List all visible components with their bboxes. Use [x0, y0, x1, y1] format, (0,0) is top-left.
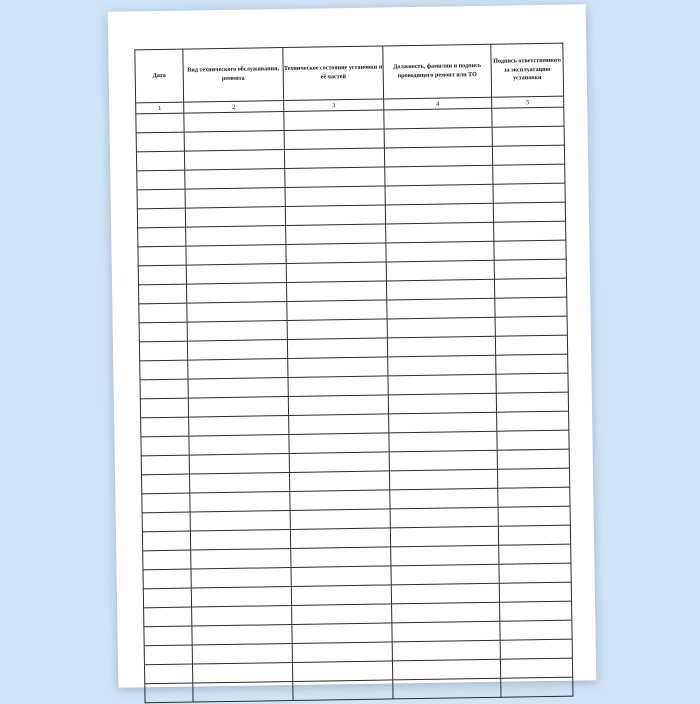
table-cell[interactable]	[140, 360, 188, 380]
table-cell[interactable]	[187, 283, 287, 304]
table-cell[interactable]	[136, 132, 184, 152]
table-cell[interactable]	[291, 585, 391, 606]
table-cell[interactable]	[142, 493, 190, 513]
table-cell[interactable]	[293, 680, 393, 701]
table-cell[interactable]	[188, 359, 288, 380]
table-cell[interactable]	[498, 525, 570, 545]
table-cell[interactable]	[389, 431, 497, 452]
table-cell[interactable]	[138, 227, 186, 247]
table-cell[interactable]	[141, 474, 189, 494]
table-cell[interactable]	[139, 284, 187, 304]
table-cell[interactable]	[137, 208, 185, 228]
table-cell[interactable]	[388, 355, 496, 376]
header-cell-maintenance-type: Вид технического обслуживания, ремонта	[183, 48, 284, 103]
table-cell[interactable]	[497, 468, 569, 488]
table-cell[interactable]	[144, 664, 192, 684]
table-cell[interactable]	[390, 526, 498, 547]
header-cell-date: Дата	[135, 49, 184, 103]
table-cell[interactable]	[392, 640, 500, 661]
table-cell[interactable]	[391, 583, 499, 604]
table-cell[interactable]	[292, 642, 392, 663]
table-cell[interactable]	[186, 245, 286, 266]
header-cell-responsible-signature: Подпись ответственного за эксплуатацию установки	[491, 43, 564, 97]
table-cell[interactable]	[190, 510, 290, 531]
table-cell[interactable]	[190, 491, 290, 512]
table-cell[interactable]	[190, 529, 290, 550]
table-cell[interactable]	[144, 607, 192, 627]
table-cell[interactable]	[495, 297, 567, 317]
table-cell[interactable]	[501, 677, 573, 697]
table-cell[interactable]	[494, 278, 566, 298]
table-cell[interactable]	[388, 393, 496, 414]
table-cell[interactable]	[143, 588, 191, 608]
table-cell[interactable]	[286, 281, 386, 302]
table-cell[interactable]	[390, 488, 498, 509]
table-cell[interactable]	[496, 354, 568, 374]
table-header	[135, 43, 564, 114]
table-cell[interactable]	[186, 226, 286, 247]
table-cell[interactable]	[139, 303, 187, 323]
table-cell[interactable]	[189, 472, 289, 493]
column-number-3: 3	[284, 99, 384, 112]
table-cell[interactable]	[498, 506, 570, 526]
column-number-4: 4	[384, 97, 492, 110]
table-cell[interactable]	[193, 681, 293, 702]
table-cell[interactable]	[289, 471, 389, 492]
table-cell[interactable]	[499, 582, 571, 602]
table-cell[interactable]	[492, 107, 564, 127]
maintenance-log-table	[134, 43, 573, 704]
table-cell[interactable]	[389, 450, 497, 471]
table-cell[interactable]	[189, 453, 289, 474]
table-cell[interactable]	[188, 378, 288, 399]
table-cell[interactable]	[188, 397, 288, 418]
table-cell[interactable]	[284, 148, 384, 169]
table-cell[interactable]	[140, 379, 188, 399]
document-page	[108, 4, 597, 687]
table-cell[interactable]	[191, 586, 291, 607]
table-cell[interactable]	[285, 186, 385, 207]
table-cell[interactable]	[498, 487, 570, 507]
table-cell[interactable]	[387, 317, 495, 338]
table-cell[interactable]	[286, 262, 386, 283]
column-number-1: 1	[136, 102, 184, 114]
table-cell[interactable]	[388, 374, 496, 395]
table-cell[interactable]	[392, 602, 500, 623]
table-cell[interactable]	[184, 150, 284, 171]
table-cell[interactable]	[136, 113, 184, 133]
table-cell[interactable]	[392, 659, 500, 680]
table-cell[interactable]	[392, 621, 500, 642]
table-cell[interactable]	[292, 604, 392, 625]
table-cell[interactable]	[387, 298, 495, 319]
table-cell[interactable]	[192, 624, 292, 645]
table-cell[interactable]	[385, 203, 493, 224]
table-cell[interactable]	[284, 110, 384, 131]
header-cell-technical-condition: Техническое состояние установки и её частей	[283, 46, 384, 101]
table-cell[interactable]	[284, 129, 384, 150]
table-cell[interactable]	[497, 449, 569, 469]
table-cell[interactable]	[290, 528, 390, 549]
table-cell[interactable]	[140, 398, 188, 418]
table-cell[interactable]	[493, 202, 565, 222]
table-cell[interactable]	[289, 414, 389, 435]
table-cell[interactable]	[386, 222, 494, 243]
maintenance-log-table-wrapper	[134, 43, 572, 704]
table-cell[interactable]	[495, 335, 567, 355]
table-cell[interactable]	[499, 563, 571, 583]
table-cell[interactable]	[496, 373, 568, 393]
table-cell[interactable]	[137, 189, 185, 209]
table-cell[interactable]	[391, 564, 499, 585]
table-cell[interactable]	[288, 395, 388, 416]
header-row	[135, 43, 564, 103]
table-cell[interactable]	[138, 265, 186, 285]
column-number-5: 5	[492, 96, 564, 108]
table-cell[interactable]	[492, 145, 564, 165]
table-cell[interactable]	[493, 183, 565, 203]
table-cell[interactable]	[139, 341, 187, 361]
table-cell[interactable]	[287, 319, 387, 340]
table-cell[interactable]	[494, 221, 566, 241]
table-cell[interactable]	[143, 569, 191, 589]
table-cell[interactable]	[389, 469, 497, 490]
table-cell[interactable]	[141, 417, 189, 437]
table-cell[interactable]	[143, 550, 191, 570]
table-cell[interactable]	[285, 167, 385, 188]
table-cell[interactable]	[191, 548, 291, 569]
table-cell[interactable]	[138, 246, 186, 266]
table-cell[interactable]	[500, 658, 572, 678]
table-cell[interactable]	[192, 643, 292, 664]
table-cell[interactable]	[185, 188, 285, 209]
table-cell[interactable]	[288, 357, 388, 378]
table-cell[interactable]	[189, 435, 289, 456]
table-cell[interactable]	[387, 336, 495, 357]
table-cell[interactable]	[292, 623, 392, 644]
table-cell[interactable]	[290, 490, 390, 511]
table-cell[interactable]	[499, 544, 571, 564]
table-cell[interactable]	[287, 300, 387, 321]
table-cell[interactable]	[186, 264, 286, 285]
table-cell[interactable]	[291, 547, 391, 568]
table-cell[interactable]	[390, 507, 498, 528]
table-cell[interactable]	[291, 566, 391, 587]
table-cell[interactable]	[189, 416, 289, 437]
table-cell[interactable]	[393, 678, 501, 699]
table-cell[interactable]	[144, 645, 192, 665]
table-cell[interactable]	[142, 531, 190, 551]
table-body	[136, 107, 573, 703]
table-cell[interactable]	[385, 184, 493, 205]
table-cell[interactable]	[494, 259, 566, 279]
table-cell[interactable]	[187, 340, 287, 361]
table-cell[interactable]	[185, 169, 285, 190]
table-cell[interactable]	[500, 601, 572, 621]
table-cell[interactable]	[384, 127, 492, 148]
table-cell[interactable]	[187, 321, 287, 342]
table-cell[interactable]	[386, 241, 494, 262]
table-cell[interactable]	[289, 452, 389, 473]
table-cell[interactable]	[386, 260, 494, 281]
table-cell[interactable]	[289, 433, 389, 454]
table-cell[interactable]	[500, 639, 572, 659]
table-cell[interactable]	[142, 512, 190, 532]
table-cell[interactable]	[137, 170, 185, 190]
table-cell[interactable]	[494, 240, 566, 260]
table-cell[interactable]	[139, 322, 187, 342]
table-cell[interactable]	[385, 165, 493, 186]
table-cell[interactable]	[184, 131, 284, 152]
table-cell[interactable]	[285, 205, 385, 226]
table-cell[interactable]	[386, 279, 494, 300]
table-cell[interactable]	[495, 316, 567, 336]
table-cell[interactable]	[497, 411, 569, 431]
table-cell[interactable]	[288, 376, 388, 397]
table-cell[interactable]	[496, 392, 568, 412]
table-cell[interactable]	[141, 455, 189, 475]
table-cell[interactable]	[497, 430, 569, 450]
table-cell[interactable]	[500, 620, 572, 640]
table-cell[interactable]	[384, 146, 492, 167]
table-cell[interactable]	[192, 605, 292, 626]
table-cell[interactable]	[136, 151, 184, 171]
table-cell[interactable]	[290, 509, 390, 530]
table-cell[interactable]	[286, 224, 386, 245]
table-cell[interactable]	[493, 164, 565, 184]
table-cell[interactable]	[184, 112, 284, 133]
table-cell[interactable]	[384, 108, 492, 129]
table-cell[interactable]	[292, 661, 392, 682]
table-cell[interactable]	[141, 436, 189, 456]
table-cell[interactable]	[192, 662, 292, 683]
column-number-2: 2	[184, 101, 284, 114]
header-cell-performer-signature: Должность, фамилии и подпись проводящего ремонт или ТО	[383, 44, 492, 99]
table-cell[interactable]	[389, 412, 497, 433]
table-cell[interactable]	[286, 243, 386, 264]
table-cell[interactable]	[191, 567, 291, 588]
table-cell[interactable]	[185, 207, 285, 228]
table-cell[interactable]	[187, 302, 287, 323]
table-cell[interactable]	[492, 126, 564, 146]
table-cell[interactable]	[391, 545, 499, 566]
table-cell[interactable]	[144, 626, 192, 646]
table-cell[interactable]	[287, 338, 387, 359]
